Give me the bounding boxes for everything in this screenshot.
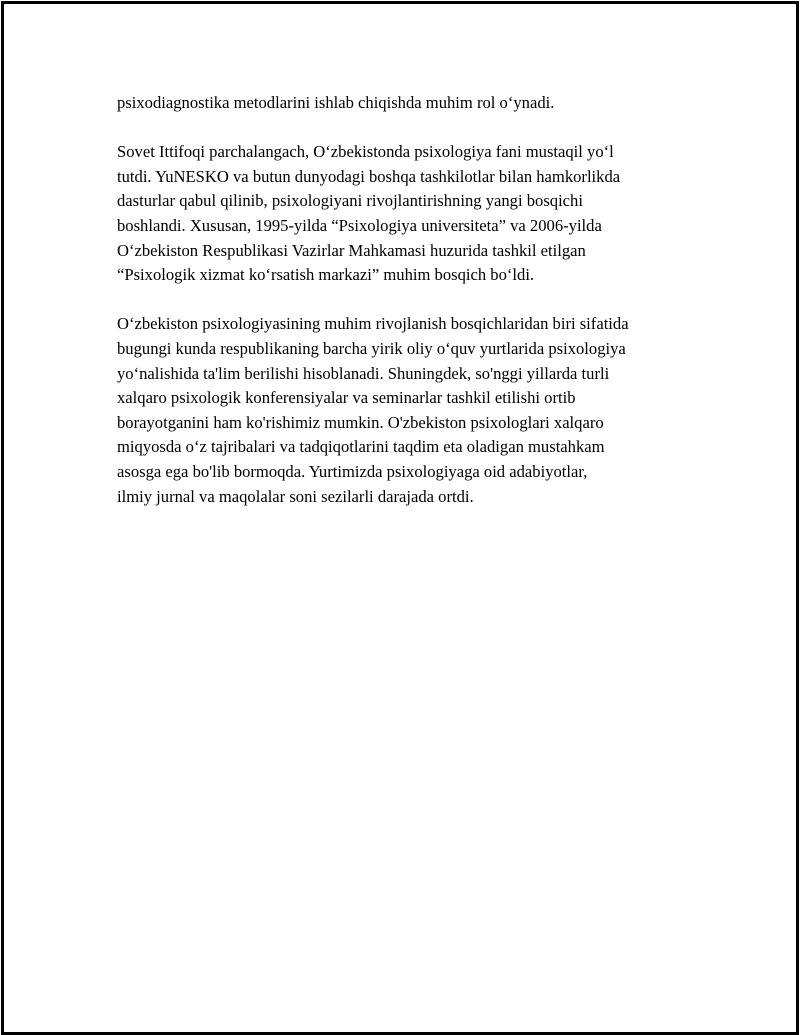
paragraph-2 xyxy=(117,140,707,288)
text-line: Sovet Ittifoqi parchalangach, O‘zbekistonda psixologiya fani mustaqil yo‘l xyxy=(117,142,614,162)
text-line: psixodiagnostika metodlarini ishlab chiqishda muhim rol o‘ynadi. xyxy=(117,93,555,112)
paragraph-spacer xyxy=(117,288,707,313)
paragraph-3 xyxy=(117,312,707,509)
text-line: asosga ega bo'lib bormoqda. Yurtimizda psixologiyaga oid adabiyotlar, xyxy=(117,461,588,481)
text-line: boshlandi. Xususan, 1995-yilda “Psixologiya universiteta” va 2006-yilda xyxy=(117,215,602,235)
paragraph-1 xyxy=(117,91,707,116)
text-line: dasturlar qabul qilinib, psixologiyani rivojlantirishning yangi bosqichi xyxy=(117,191,583,211)
text-line: borayotganini ham ko'rishimiz mumkin. O'zbekiston psixologlari xalqaro xyxy=(117,412,604,432)
text-line: miqyosda o‘z tajribalari va tadqiqotlarini taqdim eta oladigan mustahkam xyxy=(117,437,605,457)
text-line: O‘zbekiston psixologiyasining muhim rivojlanish bosqichlaridan biri sifatida xyxy=(117,314,629,334)
text-line: tutdi. YuNESKO va butun dunyodagi boshqa tashkilotlar bilan hamkorlikda xyxy=(117,166,621,186)
text-line: “Psixologik xizmat ko‘rsatish markazi” muhim bosqich bo‘ldi. xyxy=(117,265,535,285)
paragraph-spacer xyxy=(117,116,707,141)
document-body xyxy=(117,91,707,509)
text-line: O‘zbekiston Respublikasi Vazirlar Mahkamasi huzurida tashkil etilgan xyxy=(117,240,586,260)
text-line: xalqaro psixologik konferensiyalar va seminarlar tashkil etilishi ortib xyxy=(117,388,576,408)
text-line: bugungi kunda respublikaning barcha yirik oliy o‘quv yurtlarida psixologiya xyxy=(117,338,626,358)
text-line: ilmiy jurnal va maqolalar soni sezilarli darajada ortdi. xyxy=(117,486,474,506)
text-line: yo‘nalishida ta'lim berilishi hisoblanadi. Shuningdek, so'nggi yillarda turli xyxy=(117,363,610,383)
